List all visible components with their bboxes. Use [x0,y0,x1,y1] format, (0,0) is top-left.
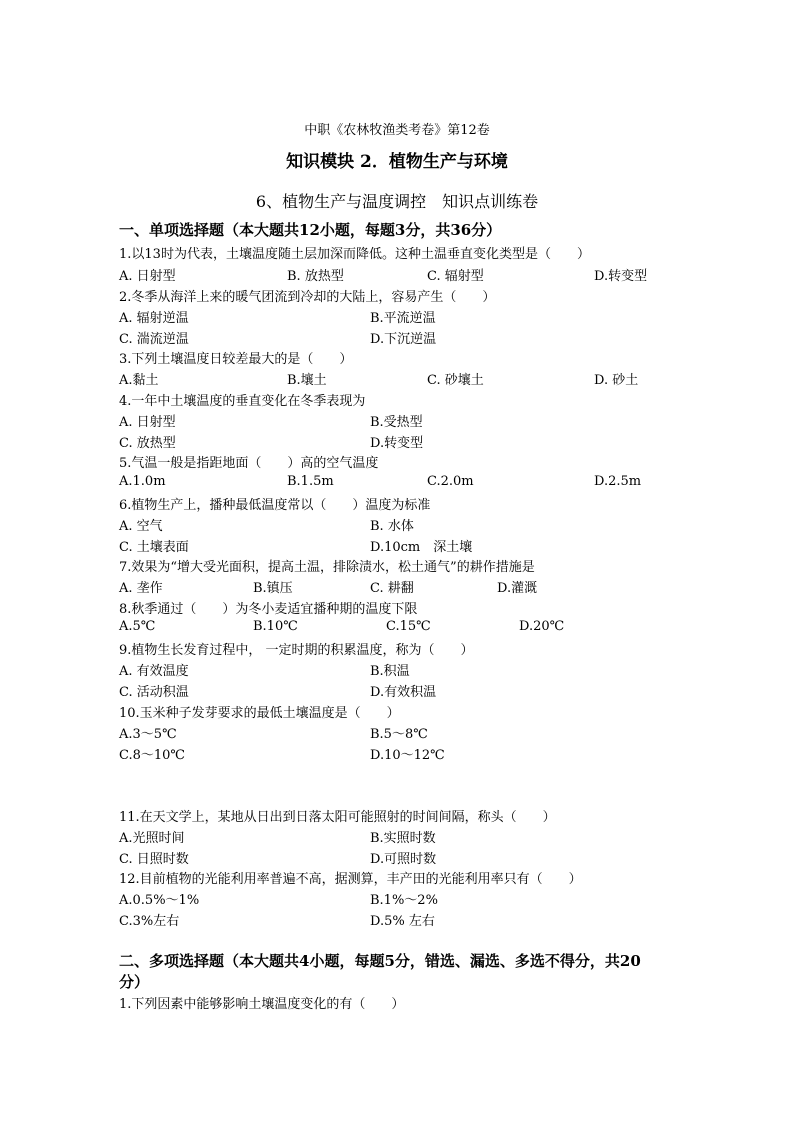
option-d: D.下沉逆温 [370,332,437,347]
option-a: A.黏土 [119,373,159,388]
option-a: A. 有效温度 [119,664,189,679]
question-stem: 2.冬季从海洋上来的暖气团流到冷却的大陆上，容易产生（ ） [119,290,496,305]
question-stem: 9.植物生长发育过程中， 一定时期的积累温度，称为（ ） [119,643,474,658]
option-c: C. 耕翻 [370,581,414,596]
option-d: D.20℃ [519,619,565,634]
option-d: D.灌溉 [497,581,538,596]
option-b: B. 水体 [370,519,414,534]
option-b: B.5～8℃ [370,727,428,742]
option-b: B.10℃ [253,619,298,634]
option-c: C. 砂壤土 [427,373,484,388]
option-d: D.可照时数 [370,852,437,867]
option-d: D.有效积温 [370,685,437,700]
option-a: A. 垄作 [119,581,163,596]
option-a: A.光照时间 [119,831,185,846]
option-a: A. 辐射逆温 [119,311,189,326]
question-stem: 1.以13时为代表，土壤温度随土层加深而降低。这种土温垂直变化类型是（ ） [119,247,590,262]
question-stem: 5.气温一般是指距地面（ ）高的空气温度 [119,456,379,471]
option-b: B.积温 [370,664,410,679]
option-b: B.1.5m [287,474,334,489]
option-c: C.3%左右 [119,914,180,929]
option-c: C.8～10℃ [119,748,185,763]
section1-title: 一、单项选择题（本大题共12小题，每题3分，共36分） [119,221,502,239]
option-c: C.2.0m [427,474,474,489]
question-stem: 7.效果为“增大受光面积，提高土温，排除渍水，松土通气”的耕作措施是 [119,560,535,575]
option-a: A. 日射型 [119,415,176,430]
option-c: C.15℃ [386,619,431,634]
option-a: A.0.5%～1% [119,893,200,908]
option-a: A. 日射型 [119,269,176,284]
option-a: A. 空气 [119,519,163,534]
question-stem: 8.秋季通过（ ）为冬小麦适宜播种期的温度下限 [119,602,418,617]
section2-title-cont: 分） [119,973,150,991]
exam-title: 中职《农林牧渔类考卷》第12卷 [304,123,490,138]
option-c: C. 湍流逆温 [119,332,189,347]
option-d: D.2.5m [594,474,642,489]
option-a: A.5℃ [119,619,156,634]
option-d: D.10cm 深土壤 [370,540,473,555]
option-c: C. 辐射型 [427,269,484,284]
option-a: A.1.0m [119,474,166,489]
option-d: D.10～12℃ [370,748,445,763]
option-d: D.5% 左右 [370,914,435,929]
question-stem: 12.目前植物的光能利用率普遍不高，据测算，丰产田的光能利用率只有（ ） [119,872,582,887]
option-c: C. 土壤表面 [119,540,189,555]
paper-title: 6、植物生产与温度调控 知识点训练卷 [255,192,539,211]
option-b: B.实照时数 [370,831,436,846]
question-stem: 3.下列土壤温度日较差最大的是（ ） [119,352,353,367]
option-b: B.受热型 [370,415,423,430]
question-stem: 6.植物生产上，播种最低温度常以（ ）温度为标准 [119,498,431,513]
question-stem: 11.在天文学上，某地从日出到日落太阳可能照射的时间间隔，称头（ ） [119,810,556,825]
option-b: B.壤土 [287,373,327,388]
option-d: D.转变型 [370,436,424,451]
option-c: C. 日照时数 [119,852,189,867]
option-c: C. 活动积温 [119,685,189,700]
question-stem: 1.下列因素中能够影响土壤温度变化的有（ ） [119,997,405,1012]
question-stem: 4.一年中土壤温度的垂直变化在冬季表现为 [119,394,366,409]
section2-title: 二、多项选择题（本大题共4小题，每题5分，错选、漏选、多选不得分，共20 [119,952,641,970]
option-b: B.平流逆温 [370,311,436,326]
module-title: 知识模块 2．植物生产与环境 [286,152,508,172]
option-d: D. 砂土 [594,373,639,388]
option-b: B.镇压 [253,581,293,596]
option-c: C. 放热型 [119,436,176,451]
question-stem: 10.玉米种子发芽要求的最低土壤温度是（ ） [119,706,400,721]
option-b: B. 放热型 [287,269,344,284]
option-a: A.3～5℃ [119,727,177,742]
option-d: D.转变型 [594,269,648,284]
option-b: B.1%～2% [370,893,438,908]
